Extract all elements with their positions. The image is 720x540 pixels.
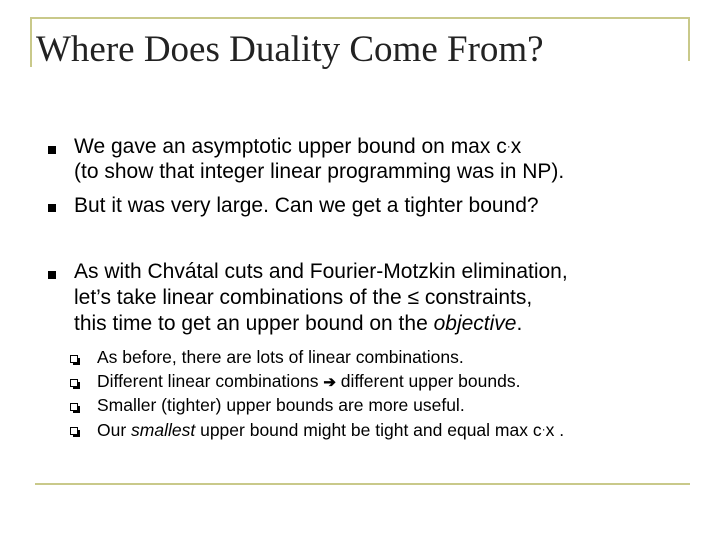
cdot-symbol: ·	[506, 139, 511, 153]
sub-bullet-box-icon	[70, 379, 78, 387]
bullet-1-line-1: We gave an asymptotic upper bound on max c·x	[74, 135, 522, 158]
slide-title: Where Does Duality Come From?	[36, 29, 544, 70]
sub-bullet-3-text: Smaller (tighter) upper bounds are more useful.	[97, 395, 465, 415]
bullet-1-line-2: (to show that integer linear programming was in NP).	[74, 160, 565, 183]
sub-bullet-box-icon	[70, 355, 78, 363]
emphasis-smallest: smallest	[131, 420, 196, 440]
frame-bottom-rule	[35, 483, 690, 485]
frame-right-rule	[688, 17, 690, 61]
cdot-symbol: ·	[541, 422, 546, 436]
bullet-square-icon	[48, 271, 56, 279]
sub-bullet-2-text: Different linear combinations ➔ different upper bounds.	[97, 371, 521, 391]
sub-bullet-4-text: Our smallest upper bound might be tight and equal max c·x .	[97, 420, 565, 440]
sub-bullet-1-text: As before, there are lots of linear combinations.	[97, 347, 464, 367]
bullet-3-line-2: let’s take linear combinations of the ≤ constraints,	[74, 286, 533, 309]
right-arrow-icon: ➔	[323, 374, 336, 391]
bullet-square-icon	[48, 146, 56, 154]
bullet-3-line-1: As with Chvátal cuts and Fourier-Motzkin elimination,	[74, 260, 568, 283]
bullet-2-text: But it was very large. Can we get a tighter bound?	[74, 194, 539, 217]
emphasis-objective: objective	[433, 312, 517, 335]
sub-bullet-box-icon	[70, 403, 78, 411]
frame-top-rule	[30, 17, 690, 19]
bullet-square-icon	[48, 204, 56, 212]
frame-left-rule	[30, 17, 32, 67]
sub-bullet-box-icon	[70, 427, 78, 435]
bullet-3-line-3: this time to get an upper bound on the objective.	[74, 312, 523, 335]
